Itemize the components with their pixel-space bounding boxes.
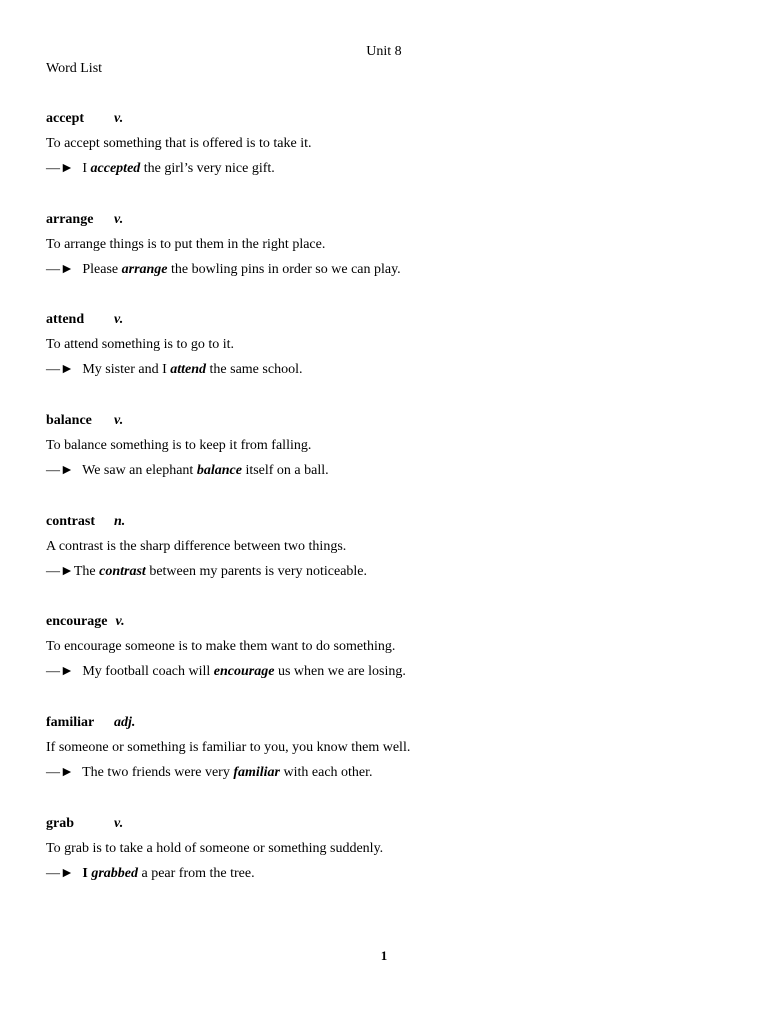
example-after: the girl’s very nice gift. bbox=[140, 161, 275, 176]
word-entry-attend bbox=[46, 311, 736, 412]
example-sentence bbox=[46, 865, 736, 890]
arrow-icon: —► bbox=[46, 664, 74, 680]
example-sentence bbox=[46, 663, 736, 688]
entry-headline bbox=[46, 513, 736, 538]
vocabulary-word: encourage bbox=[46, 614, 108, 630]
part-of-speech: v. bbox=[114, 312, 124, 328]
entry-headline bbox=[46, 613, 736, 638]
arrow-icon: —► bbox=[46, 161, 74, 176]
entry-headline bbox=[46, 211, 736, 236]
example-keyword: grabbed bbox=[91, 865, 138, 881]
definition: To attend something is to go to it. bbox=[46, 337, 235, 353]
vocabulary-word: grab bbox=[46, 815, 74, 831]
definition: To arrange things is to put them in the right place. bbox=[46, 236, 326, 252]
definition: To balance something is to keep it from falling. bbox=[46, 438, 312, 454]
entry-headline bbox=[46, 714, 736, 739]
entry-headline bbox=[46, 311, 736, 336]
part-of-speech: adj. bbox=[114, 715, 136, 731]
arrow-icon: —► bbox=[46, 563, 74, 579]
word-entry-contrast bbox=[46, 513, 736, 614]
example-keyword: encourage bbox=[213, 664, 275, 680]
word-entry-accept bbox=[46, 110, 736, 211]
example-keyword: accepted bbox=[90, 161, 141, 176]
part-of-speech: v. bbox=[115, 614, 125, 630]
example-after: the bowling pins in order so we can play. bbox=[167, 261, 401, 277]
example-before: Please bbox=[78, 261, 122, 277]
vocabulary-word: familiar bbox=[46, 715, 95, 731]
example-before: We saw an elephant bbox=[78, 463, 197, 479]
entry-headline bbox=[46, 110, 736, 135]
example-keyword: balance bbox=[196, 463, 242, 479]
page-number: 1 bbox=[380, 948, 388, 963]
vocabulary-word: arrange bbox=[46, 211, 94, 227]
unit-title: Unit 8 bbox=[366, 44, 402, 59]
vocabulary-word: accept bbox=[46, 111, 85, 126]
word-list-title: Word List bbox=[46, 61, 103, 76]
part-of-speech: n. bbox=[114, 513, 126, 529]
example-sentence bbox=[46, 563, 736, 588]
example-before: My football coach will bbox=[78, 664, 214, 680]
example-sentence bbox=[46, 261, 736, 286]
entry-headline bbox=[46, 815, 736, 840]
arrow-icon: —► bbox=[46, 765, 74, 781]
example-before: I bbox=[78, 161, 91, 176]
part-of-speech: v. bbox=[114, 413, 124, 429]
entry-headline bbox=[46, 412, 736, 437]
example-sentence bbox=[46, 764, 736, 789]
example-sentence bbox=[46, 462, 736, 487]
example-keyword: arrange bbox=[121, 261, 168, 277]
example-after: itself on a ball. bbox=[241, 463, 329, 479]
example-after: the same school. bbox=[206, 362, 303, 378]
vocabulary-word: contrast bbox=[46, 513, 95, 529]
definition: To encourage someone is to make them want to do something. bbox=[46, 639, 396, 655]
definition: To accept something that is offered is to take it. bbox=[46, 136, 312, 151]
example-after: a pear from the tree. bbox=[137, 865, 255, 881]
example-after: between my parents is very noticeable. bbox=[145, 563, 368, 579]
word-entry-encourage bbox=[46, 613, 736, 714]
example-keyword: familiar bbox=[233, 765, 280, 781]
example-sentence bbox=[46, 160, 736, 185]
arrow-icon: —► bbox=[46, 463, 74, 479]
word-entry-grab bbox=[46, 815, 736, 916]
example-keyword: contrast bbox=[99, 563, 146, 579]
definition: To grab is to take a hold of someone or something suddenly. bbox=[46, 840, 384, 856]
example-before: The two friends were very bbox=[78, 765, 234, 781]
arrow-icon: —► bbox=[46, 865, 74, 881]
arrow-icon: —► bbox=[46, 362, 74, 378]
example-before: My sister and I bbox=[78, 362, 171, 378]
definition: If someone or something is familiar to you, you know them well. bbox=[46, 740, 411, 756]
arrow-icon: —► bbox=[46, 261, 74, 277]
example-before: I bbox=[78, 865, 92, 881]
part-of-speech: v. bbox=[114, 815, 124, 831]
word-entry-arrange bbox=[46, 211, 736, 312]
word-entry-balance bbox=[46, 412, 736, 513]
example-before: The bbox=[73, 563, 100, 579]
definition: A contrast is the sharp difference between two things. bbox=[46, 538, 347, 554]
word-entry-familiar bbox=[46, 714, 736, 815]
example-after: us when we are losing. bbox=[274, 664, 406, 680]
example-after: with each other. bbox=[280, 765, 373, 781]
part-of-speech: v. bbox=[114, 211, 124, 227]
vocabulary-word: balance bbox=[46, 413, 92, 429]
vocabulary-word: attend bbox=[46, 312, 85, 328]
example-keyword: attend bbox=[170, 362, 207, 378]
example-sentence bbox=[46, 361, 736, 386]
part-of-speech: v. bbox=[114, 111, 124, 126]
word-entries bbox=[46, 110, 736, 916]
